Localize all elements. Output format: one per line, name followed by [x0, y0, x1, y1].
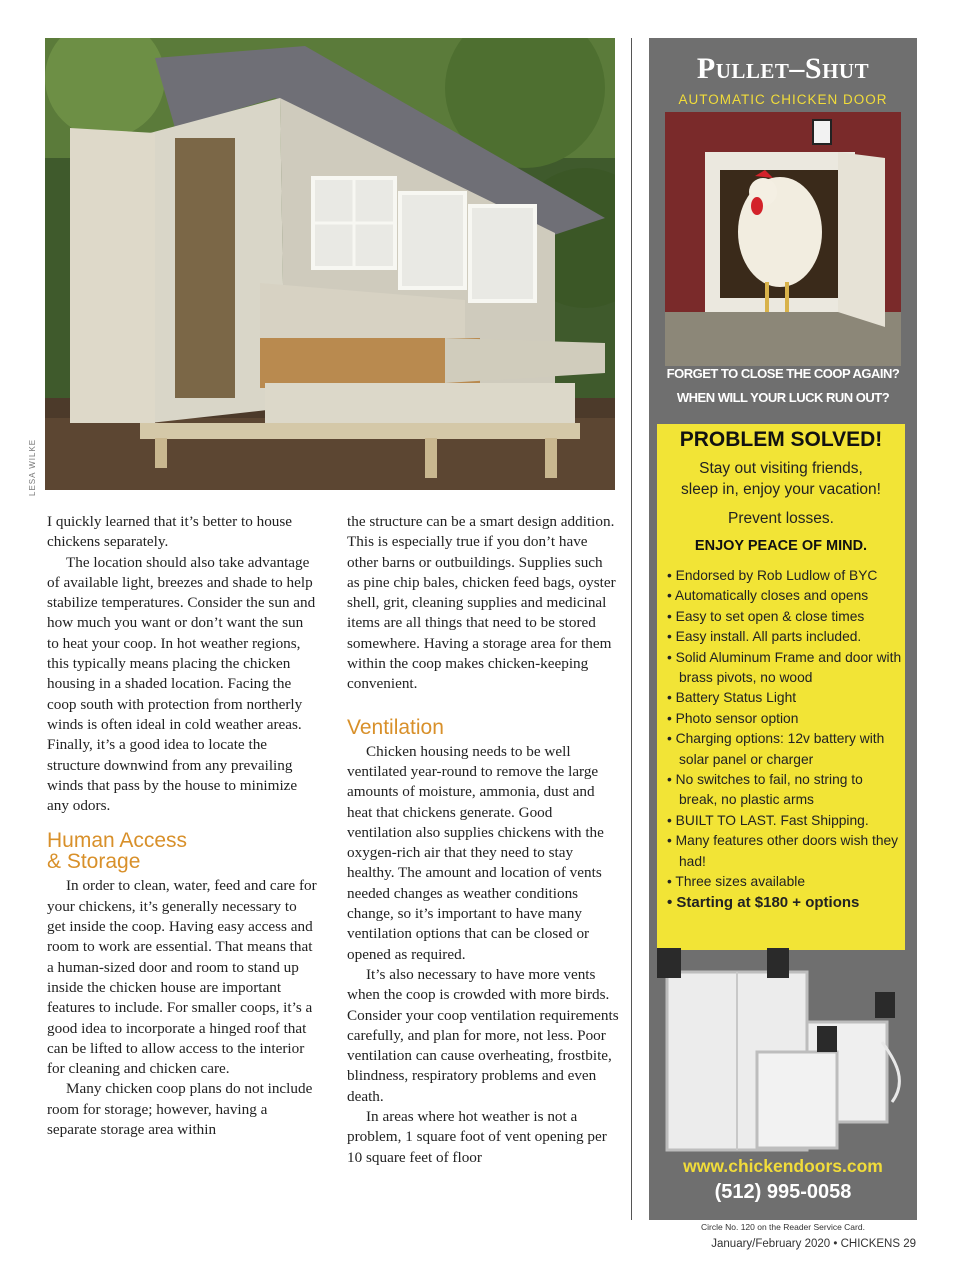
list-item: • Three sizes available: [667, 874, 806, 890]
column-divider: [631, 38, 632, 1220]
ad-line: sleep in, enjoy your vacation!: [681, 481, 881, 498]
ad-enjoy: ENJOY PEACE OF MIND.: [694, 538, 868, 554]
ad-line: Prevent losses.: [728, 510, 834, 527]
heading-line: Human Access: [47, 829, 188, 853]
list-item: • BUILT TO LAST. Fast Shipping.: [667, 812, 869, 828]
list-item: • Easy to set open & close times: [667, 608, 865, 624]
paragraph: the structure can be a smart design addition. This is especially true if you don’t have other barns or outbuildings. Supplies such as pine chip bales, chicken feed bags, oyster shell, grit, cleaning supplies and medicinal items are all things that need to be stored somewhere. Having a storage area for them within the coop makes chicken-keeping convenient.: [347, 513, 616, 693]
paragraph: It’s also necessary to have more vents when the coop is crowded with more birds. Consider your coop ventilation requirements carefully, and plan for more, not less. Poor ventilation can cause overheating, frostbite, blindness, respiratory problems and even death.: [347, 965, 619, 1105]
ad-question-2: WHEN WILL YOUR LUCK RUN OUT?: [676, 390, 890, 405]
paragraph: Many chicken coop plans do not include room for storage; however, having a separate storage area within: [47, 1080, 313, 1139]
paragraph: The location should also take advantage of available light, breezes and shade to help stabilize temperatures. Consider the sun and how much you want or don’t want the sun to heat your coop. In hot weather regions, this typically means placing the chicken housing in a shaded location. Facing the coop south with protection from northerly winds is often ideal in cold weather areas. Finally, it’s a good idea to locate the structure downwind from any prevailing winds that pass by the house to minimize any odors.: [47, 553, 316, 815]
ad-chicken-door-photo: [665, 112, 901, 366]
list-item: • Solid Aluminum Frame and door with brass pivots, no wood: [667, 649, 902, 686]
ad-headline: PROBLEM SOLVED!: [679, 428, 883, 451]
section-heading-human-access: [47, 830, 317, 872]
ad-title: Pullet–Shut: [696, 52, 870, 85]
ad-question-1: FORGET TO CLOSE THE COOP AGAIN?: [666, 366, 900, 381]
list-item: • Battery Status Light: [667, 690, 797, 706]
paragraph: Chicken housing needs to be well ventilated year-round to remove the large amounts of moisture, ammonia, dust and heat that chickens generate. Good ventilation also supplies chickens with the oxygen-rich air that they need to stay healthy. The amount and location of vents needed changes as weather conditions change, so it’s important to have many ventilation options that can be closed or opened as required.: [347, 742, 604, 963]
article-column-2: [347, 512, 619, 1168]
list-item: • No switches to fail, no string to break, no plastic arms: [667, 772, 863, 808]
list-item: • Many features other doors wish they had!: [667, 833, 899, 869]
paragraph: In order to clean, water, feed and care for your chickens, it’s generally necessary to get inside the coop. Having easy access and room to work are essential. That means that a human-sized door and room to stand up inside the chicken house are important features to include. For smaller coops, it’s a good idea to incorporate a hinged roof that can be lifted to allow access to the interior for cleaning and chicken care.: [47, 877, 317, 1078]
ad-feature-list: [665, 566, 903, 913]
article-column-1: [47, 512, 317, 1140]
ad-door-products-photo: [657, 942, 909, 1152]
section-heading-ventilation: Ventilation: [347, 715, 444, 739]
list-item: • Starting at $180 + options: [667, 893, 860, 911]
paragraph: I quickly learned that it’s better to house chickens separately.: [47, 513, 293, 551]
list-item: • Endorsed by Rob Ludlow of BYC: [667, 568, 878, 583]
list-item: • Easy install. All parts included.: [667, 629, 862, 645]
heading-line: & Storage: [47, 850, 141, 874]
list-item: • Automatically closes and opens: [667, 588, 869, 604]
ad-feature-panel: [657, 424, 905, 950]
photo-credit: LESA WILKE: [28, 438, 37, 496]
ad-phone: (512) 995-0058: [714, 1181, 852, 1203]
ad-website: www.chickendoors.com: [683, 1156, 883, 1176]
list-item: • Photo sensor option: [667, 710, 799, 726]
ad-line: Stay out visiting friends,: [699, 460, 863, 477]
paragraph: In areas where hot weather is not a problem, 1 square foot of vent opening per 10 square feet of floor: [347, 1108, 607, 1166]
list-item: • Charging options: 12v battery with solar panel or charger: [667, 731, 885, 767]
coop-photo: [45, 38, 615, 490]
page-folio: January/February 2020 • CHICKENS 29: [711, 1238, 916, 1250]
pullet-shut-ad: [649, 38, 917, 1220]
ad-subtitle: AUTOMATIC CHICKEN DOOR: [678, 92, 888, 107]
reader-service-note: Circle No. 120 on the Reader Service Card.: [701, 1222, 865, 1232]
